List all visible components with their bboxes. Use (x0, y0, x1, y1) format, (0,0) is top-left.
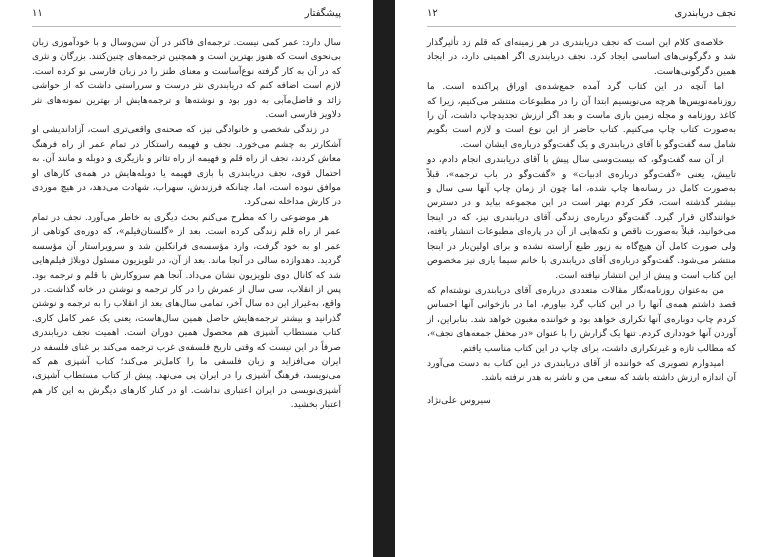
paragraph: هر موضوعی را که مطرح می‌کنم بحث دیگری به خاطر می‌آورد. نجف در تمام عمر از راه قلم زندگی کرده است. بعد از «گلستان‌فیلم»، که دوره‌ی کوتاهی از عمر او به خود گرفت، وارد مؤسسه‌ی فرانکلین شد و سرویراستار آن مؤسسه گردید. دهدوازده سالی در آنجا ماند. بعد از آن، در تلویزیون مسئول دوبلاژ فیلم‌هایی شد که کانال دوی تلویزیون نشان می‌داد. آنجا هم سروکارش با قلم و ترجمه بود. پس از انقلاب، سی سال از عمرش را در کار ترجمه و نوشتن در خانه گذاشت. در واقع، به‌غیراز این ده سال آخر، تمامی سال‌های بعد از انقلاب را به ترجمه و نوشتن گذرانید و بیشتر ترجمه‌هایش حاصل همین سال‌هاست، یعنی یک عمر کامل کاری. کتاب مستطاب آشپزی هم محصول همین دوران است. اهمیت نجف دریابندری صرفاً در این نیست که وقتی تاریخ فلسفه‌ی غرب ترجمه می‌کند بر غنای فلسفه در ایران می‌افزاید و زبان فلسفی ما را کامل‌تر می‌کند؛ کتاب آشپزی هم که می‌نویسد، فرهنگ آشپزی را در ایران پی می‌نهد. پیش از کتاب مستطاب آشپزی، آشپزی‌نویسی در ایران اعتباری نداشت. او در کنار کارهای دیگرش به این کار هم اعتبار بخشید. (32, 212, 341, 411)
paragraph: اما آنچه در این کتاب گرد آمده جمع‌شده‌ی اوراق پراکنده است. ما روزنامه‌نویس‌ها هرچه می‌نویسیم ابتدا آن را در مطبوعات منتشر می‌کنیم، زیرا که کاغذ روزنامه و مجله زمین بازی ماست و بعد اگر ارزش تجدیدچاپ داشت، آن را به‌صورت کتاب چاپ می‌کنیم. کتاب حاضر از این نوع است و لازم است بگویم شامل سه گفت‌وگو با آقای دریابندری و یک گفت‌وگو درباره‌ی ایشان است. (427, 82, 736, 150)
paragraph: از آن سه گفت‌وگو، که بیست‌وسی سال پیش با آقای دریابندری انجام دادم، دو تاییش، یعنی «گفت‌وگو درباره‌ی ادبیات» و «گفت‌وگو در باب ترجمه»، قبلاً به‌صورت کامل در رسانه‌ها چاپ شده، اما چون از زمان چاپ آنها سی سال و بیشتر گذشته است، فکر کردم بهتر است در این مجموعه بیاید و در دسترس خوانندگان قرار گیرد. گفت‌وگو درباره‌ی زندگی آقای دریابندری نیز، که در اینجا می‌خوانید، قبلاً به‌صورت ناقص و تکه‌هایی از آن در پاره‌ای مطبوعات انتشار یافته، ولی صورت کامل آن هیچ‌گاه به زیور طبع آراسته نشده و برای اولین‌بار در اینجا منتشر می‌شود. گفت‌وگو درباره‌ی آقای دریابندری با خانم سیما یاری نیز مخصوص این کتاب است و پیش از این انتشار نیافته است. (427, 155, 736, 281)
paragraph: من به‌عنوان روزنامه‌نگار مقالات متعددی درباره‌ی آقای دریابندری نوشته‌ام که قصد داشتم همه‌ی آنها را در این کتاب گرد بیاورم، اما در بازخوانی آنها احساس کردم چاپ دوباره‌ی آنها تکراری خواهد بود و خواننده مغبون خواهد شد. بنابراین، از آوردن آنها خودداری کردم. تنها یک گزارش را با عنوان «در محفل جمعه‌های نجف»، که مطالب تازه و غیرتکراری داشت، برای چاپ در این کتاب مناسب یافتم. (427, 285, 736, 354)
paragraph: امیدوارم تصویری که خواننده از آقای دریابندری در این کتاب به دست می‌آورد آن اندازه ارزش داشته باشد که سعی من و ناشر به هدر نرفته باشد. (427, 358, 736, 384)
paragraph: خلاصه‌ی کلام این است که نجف دریابندری در هر زمینه‌ای که قلم زد تأثیرگذار شد و دگرگونی‌های اساسی ایجاد کرد. نجف دریابندری اگر اهمیتی دارد، در ایجاد همین دگرگونی‌هاست. (427, 38, 736, 77)
author-signature: سیروس علی‌نژاد (427, 395, 491, 406)
left-page-header (32, 8, 341, 26)
header-rule (427, 26, 736, 27)
right-page-body (427, 36, 736, 408)
page-number: ۱۲ (427, 8, 438, 19)
left-page (0, 0, 373, 557)
header-rule (32, 26, 341, 27)
left-page-body (32, 36, 341, 414)
right-page-header (427, 8, 736, 26)
running-title: نجف دریابندری (674, 8, 736, 19)
running-title: پیشگفتار (304, 8, 341, 19)
paragraph: در زندگی شخصی و خانوادگی نیز، که صحنه‌ی واقعی‌تری است، آزاداندیشی او آشکارتر به چشم می‌خورد. نجف و فهیمه راستکار در تمام عمر از راه فرهنگ معاش کردند، نجف از راه قلم و فهیمه از راه تئاتر و بازیگری و دوبله و مانند آن. به احتمال قوی، نجف دریابندری با بازی فهیمه یا دوبله‌هایش در همه‌ی کارهای او موافق نبوده است، اما، چنانکه فرزندش، سهراب، شهادت می‌دهد، در هیچ موردی در کارش مداخله نمی‌کرد. (32, 125, 341, 208)
page-number: ۱۱ (32, 8, 43, 19)
book-gutter (373, 0, 395, 557)
paragraph: سال دارد: عمر کمی نیست. ترجمه‌ای فاکنر در آن سن‌وسال و با خودآموزی زبان بی‌نحوی است که هنوز بهترین است و همچنین ترجمه‌های چنین‌کتند. بزرگان و نثری که در آن به کار گرفته نوع‌آساست و معنای طنز را در زبان فارسی نو کرده است. لازم است اضافه کنم که دریابندری نثر درست و سرراستی داشت که از حواشی زائد و فاضل‌مآبی به دور بود و نوشته‌ها و ترجمه‌هایش از بهترین نمونه‌های نثر دلاویز فارسی است. (32, 38, 341, 121)
right-page (395, 0, 768, 557)
